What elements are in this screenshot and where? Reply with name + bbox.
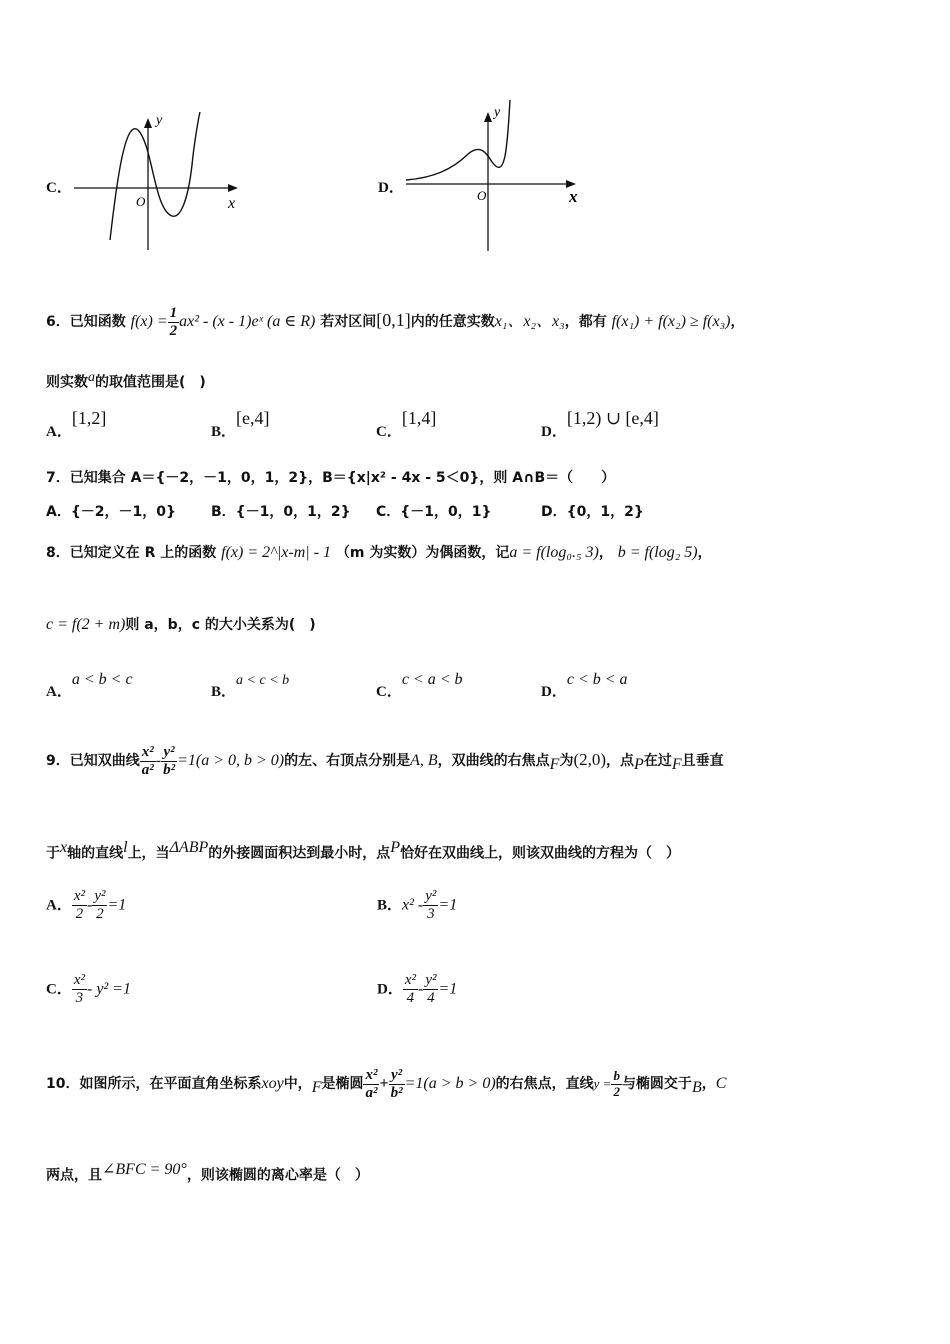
q9-d-frac-1 bbox=[403, 972, 418, 1006]
q9-line1 bbox=[46, 732, 724, 793]
q9-b-frac bbox=[423, 888, 438, 922]
q9-c-post: - y² =1 bbox=[87, 980, 132, 998]
q9-text-7: 且垂直 bbox=[681, 753, 724, 769]
q9-minus: - bbox=[155, 752, 162, 769]
q10-C: C bbox=[715, 1075, 727, 1092]
q9-d-minus: - bbox=[418, 980, 424, 998]
q8-option-a-label: A． bbox=[46, 684, 72, 700]
q6-option-b[interactable] bbox=[211, 408, 270, 440]
q9-option-b-label: B． bbox=[377, 897, 403, 914]
q6-option-c-value: [1,4] bbox=[401, 408, 437, 428]
q9-option-a-label: A． bbox=[46, 897, 72, 914]
q9-F-2: F bbox=[671, 755, 682, 773]
q10-text-3: 是椭圆 bbox=[321, 1076, 364, 1092]
q9-b-d2: 3 bbox=[427, 905, 435, 922]
q7-option-b-value: {－1，0，1，2} bbox=[235, 504, 351, 520]
q8-line2 bbox=[46, 608, 316, 642]
q9-l2-a: 于 bbox=[46, 845, 60, 862]
q8-option-b-label: B． bbox=[211, 684, 237, 700]
option-d-label: D． bbox=[378, 180, 404, 196]
graph-d-y-arrow bbox=[484, 112, 492, 122]
q9-frac-y-den: b² bbox=[163, 761, 176, 778]
q8-option-a[interactable] bbox=[46, 668, 133, 700]
q9-text-4: 为 bbox=[559, 753, 574, 769]
q9-frac-x bbox=[140, 744, 156, 778]
graph-c-x-arrow bbox=[228, 184, 238, 192]
q9-P-1: P bbox=[634, 755, 644, 773]
q9-a-frac-2 bbox=[92, 888, 107, 922]
q9-text-6: 在过 bbox=[643, 753, 672, 769]
q10-text-5: 与椭圆交于 bbox=[621, 1076, 692, 1092]
q10-xoy: xoy bbox=[261, 1075, 284, 1092]
graph-c-origin-label: O bbox=[136, 194, 146, 209]
q9-P-2: P bbox=[390, 839, 401, 856]
q9-cond: =1(a > 0, b > 0) bbox=[177, 752, 285, 769]
q6-option-b-value: [e,4] bbox=[236, 408, 270, 428]
q7-option-a-value: {－2，－1，0} bbox=[70, 504, 177, 520]
q6-option-d[interactable] bbox=[541, 408, 659, 440]
q10-angle: ∠BFC = 90° bbox=[102, 1161, 187, 1178]
q7-option-c-value: {－1，0，1} bbox=[400, 504, 492, 520]
q10-frac-x-num: x² bbox=[365, 1067, 378, 1083]
q6-line2-b: 的取值范围是( ) bbox=[95, 374, 206, 391]
q9-a-rhs: =1 bbox=[107, 896, 127, 914]
q7-option-c[interactable] bbox=[376, 501, 491, 521]
q9-d-n2: y² bbox=[425, 972, 437, 988]
q7-option-d[interactable] bbox=[541, 501, 644, 521]
q9-frac-x-num: x² bbox=[141, 744, 154, 760]
graph-c-x-label: x bbox=[228, 195, 236, 212]
q6-option-a-label: A． bbox=[46, 424, 72, 440]
q6-line1 bbox=[46, 300, 744, 342]
q6-text-1: 已知函数 bbox=[69, 314, 126, 330]
q10-plus: + bbox=[379, 1075, 389, 1092]
q6-frac-half bbox=[168, 305, 180, 339]
q6-text-2: 若对区间 bbox=[320, 314, 377, 330]
q8-c-def: c = f(2 + m) bbox=[46, 616, 126, 633]
graph-d-origin-label: O bbox=[477, 188, 487, 203]
q9-d-frac-2 bbox=[423, 972, 438, 1006]
q8-end: ， bbox=[697, 545, 712, 561]
q10-frac-y-num: y² bbox=[389, 1067, 405, 1085]
q6-text-4: ，都有 bbox=[564, 314, 607, 330]
q8-b-def: b = f(log₂ 5) bbox=[617, 544, 698, 561]
q6-option-a-value: [1,2] bbox=[71, 408, 107, 428]
q6-number: 6． bbox=[46, 314, 70, 330]
q9-line2 bbox=[46, 828, 680, 874]
q9-text-1: 已知双曲线 bbox=[69, 753, 140, 769]
q9-d-d1: 4 bbox=[406, 989, 415, 1006]
q9-a-minus: - bbox=[87, 896, 93, 914]
q10-l2-a: 两点，且 bbox=[46, 1167, 102, 1184]
q9-number: 9． bbox=[46, 753, 70, 769]
q6-option-a[interactable] bbox=[46, 408, 107, 440]
q9-c-frac bbox=[72, 972, 87, 1006]
q9-frac-y-num: y² bbox=[161, 744, 177, 762]
q10-F: F bbox=[311, 1078, 322, 1096]
q9-a-d1: 2 bbox=[75, 905, 84, 922]
q9-d-rhs: =1 bbox=[438, 980, 458, 998]
q10-frac-x-den: a² bbox=[365, 1084, 378, 1101]
q8-text-1: 已知定义在 R 上的函数 bbox=[69, 545, 217, 561]
q6-frac-den: 2 bbox=[169, 322, 178, 339]
q6-func-rhs: ax² - (x - 1)eˣ (a ∈ R) bbox=[179, 313, 316, 330]
graph-c-curve bbox=[110, 112, 200, 240]
q10-line2 bbox=[46, 1150, 369, 1196]
q9-l2-d: 的外接圆面积达到最小时，点 bbox=[208, 845, 391, 862]
q7-text: 7．已知集合 A＝{－2，－1，0，1，2}，B＝{x|x² - 4x - 5＜0}，则 A∩B＝（ ） bbox=[46, 470, 616, 486]
q9-option-d[interactable] bbox=[377, 972, 457, 1006]
q9-option-c-label: C． bbox=[46, 981, 72, 998]
q7-option-b[interactable] bbox=[211, 501, 351, 521]
q10-text-4: 的右焦点，直线 bbox=[495, 1076, 594, 1092]
q6-option-d-value: [1,2) ∪ [e,4] bbox=[566, 408, 659, 428]
q8-option-d-label: D． bbox=[541, 684, 567, 700]
q9-option-a[interactable] bbox=[46, 888, 126, 922]
q6-func-lhs: f(x) = bbox=[130, 313, 168, 330]
q9-frac-y bbox=[161, 744, 177, 778]
q6-line2 bbox=[46, 370, 206, 392]
q9-ab: A, B bbox=[410, 752, 438, 769]
q9-b-rhs: =1 bbox=[438, 896, 458, 914]
q9-d-n1: x² bbox=[404, 972, 416, 988]
q6-text-3: 内的任意实数 bbox=[410, 314, 495, 330]
q10-frac-b: b bbox=[613, 1068, 620, 1084]
q9-frac-x-den: a² bbox=[141, 761, 154, 778]
q10-frac-2: 2 bbox=[613, 1083, 620, 1099]
q6-option-c-label: C． bbox=[376, 424, 402, 440]
q10-line1 bbox=[46, 1056, 726, 1116]
graph-c bbox=[70, 110, 250, 255]
graph-d-y-label: y bbox=[494, 105, 501, 120]
q8-a-def: a = f(log₀.₅ 3) bbox=[509, 544, 599, 561]
graph-d bbox=[402, 96, 587, 254]
q8-sep: ， bbox=[598, 545, 613, 561]
q8-func: f(x) = 2^|x-m| - 1 bbox=[221, 544, 332, 561]
q9-a-n1: x² bbox=[73, 888, 85, 904]
option-c-label: C． bbox=[46, 180, 72, 196]
q10-line-eq: y = bbox=[593, 1076, 612, 1091]
q10-text-2: 中， bbox=[283, 1076, 312, 1092]
q10-cond: =1(a > b > 0) bbox=[404, 1075, 496, 1092]
q8-option-d[interactable] bbox=[541, 668, 628, 700]
q8-option-a-value: a < b < c bbox=[71, 671, 133, 688]
q9-x-axis: x bbox=[60, 839, 68, 856]
q9-a-frac-1 bbox=[72, 888, 87, 922]
q9-l2-e: 恰好在双曲线上，则该双曲线的方程为（ ） bbox=[400, 845, 681, 862]
q9-F-1: F bbox=[549, 755, 560, 773]
q8-text-2: （m 为实数）为偶函数，记 bbox=[335, 545, 510, 561]
q6-vars: x₁、x₂、x₃ bbox=[494, 313, 565, 330]
q10-comma: ， bbox=[701, 1076, 716, 1092]
q9-c-n1: x² bbox=[73, 972, 85, 988]
q8-number: 8． bbox=[46, 545, 70, 561]
q6-text-5: ， bbox=[730, 314, 745, 330]
q10-number: 10． bbox=[46, 1076, 80, 1092]
q9-a-d2: 2 bbox=[96, 905, 104, 922]
q9-text-3: ，双曲线的右焦点 bbox=[437, 753, 550, 769]
q9-text-5: ，点 bbox=[606, 753, 635, 769]
q6-option-c[interactable] bbox=[376, 408, 437, 440]
q8-option-c-value: c < a < b bbox=[401, 671, 463, 688]
q10-frac-b2 bbox=[611, 1069, 622, 1099]
q8-option-b[interactable] bbox=[211, 668, 290, 700]
q7-option-a[interactable] bbox=[46, 501, 176, 521]
graph-c-y-label: y bbox=[156, 113, 163, 128]
q8-option-c-label: C． bbox=[376, 684, 402, 700]
q7-option-a-label: A． bbox=[46, 504, 71, 520]
q8-option-b-value: a < c < b bbox=[236, 673, 290, 688]
q9-b-pre: x² - bbox=[402, 896, 424, 914]
q10-frac-y bbox=[389, 1067, 405, 1101]
q9-option-b[interactable] bbox=[377, 888, 457, 922]
q10-frac-y-den: b² bbox=[390, 1084, 403, 1101]
q10-text-1: 如图所示，在平面直角坐标系 bbox=[79, 1076, 262, 1092]
q6-option-b-label: B． bbox=[211, 424, 237, 440]
q6-line2-a: 则实数 bbox=[46, 374, 88, 391]
q7-option-c-label: C． bbox=[376, 504, 401, 520]
q9-b-n2: y² bbox=[425, 888, 437, 904]
graph-c-y-arrow bbox=[144, 118, 152, 128]
q6-option-d-label: D． bbox=[541, 424, 567, 440]
q6-var-a: a bbox=[88, 370, 95, 385]
q10-B: B bbox=[691, 1078, 702, 1096]
q9-option-c[interactable] bbox=[46, 972, 131, 1006]
q9-d-d2: 4 bbox=[427, 989, 435, 1006]
q9-l: l bbox=[123, 839, 128, 856]
q9-triangle: ΔABP bbox=[169, 839, 209, 856]
q7-option-d-label: D． bbox=[541, 504, 567, 520]
q7-option-b-label: B． bbox=[211, 504, 236, 520]
q8-option-d-value: c < b < a bbox=[566, 671, 628, 688]
q6-interval: [0,1] bbox=[376, 310, 411, 330]
q6-inequality: f(x₁) + f(x₂) ≥ f(x₃) bbox=[611, 313, 731, 330]
q9-F-coord: (2,0) bbox=[573, 750, 607, 769]
q9-text-2: 的左、右顶点分别是 bbox=[284, 753, 411, 769]
q7-option-d-value: {0，1，2} bbox=[566, 504, 644, 520]
q10-frac-x bbox=[363, 1067, 379, 1101]
q9-l2-b: 轴的直线 bbox=[67, 845, 124, 862]
q9-a-n2: y² bbox=[94, 888, 106, 904]
q9-c-d1: 3 bbox=[75, 989, 84, 1006]
q8-line1 bbox=[46, 536, 712, 570]
q9-option-d-label: D． bbox=[377, 981, 403, 998]
graph-d-x-label: x bbox=[569, 187, 578, 206]
q6-frac-num: 1 bbox=[169, 305, 178, 321]
q8-option-c[interactable] bbox=[376, 668, 463, 700]
q8-text-3: 则 a，b，c 的大小关系为( ) bbox=[125, 617, 316, 633]
q10-l2-b: ，则该椭圆的离心率是（ ） bbox=[186, 1167, 369, 1184]
q9-l2-c: 上，当 bbox=[127, 845, 170, 862]
